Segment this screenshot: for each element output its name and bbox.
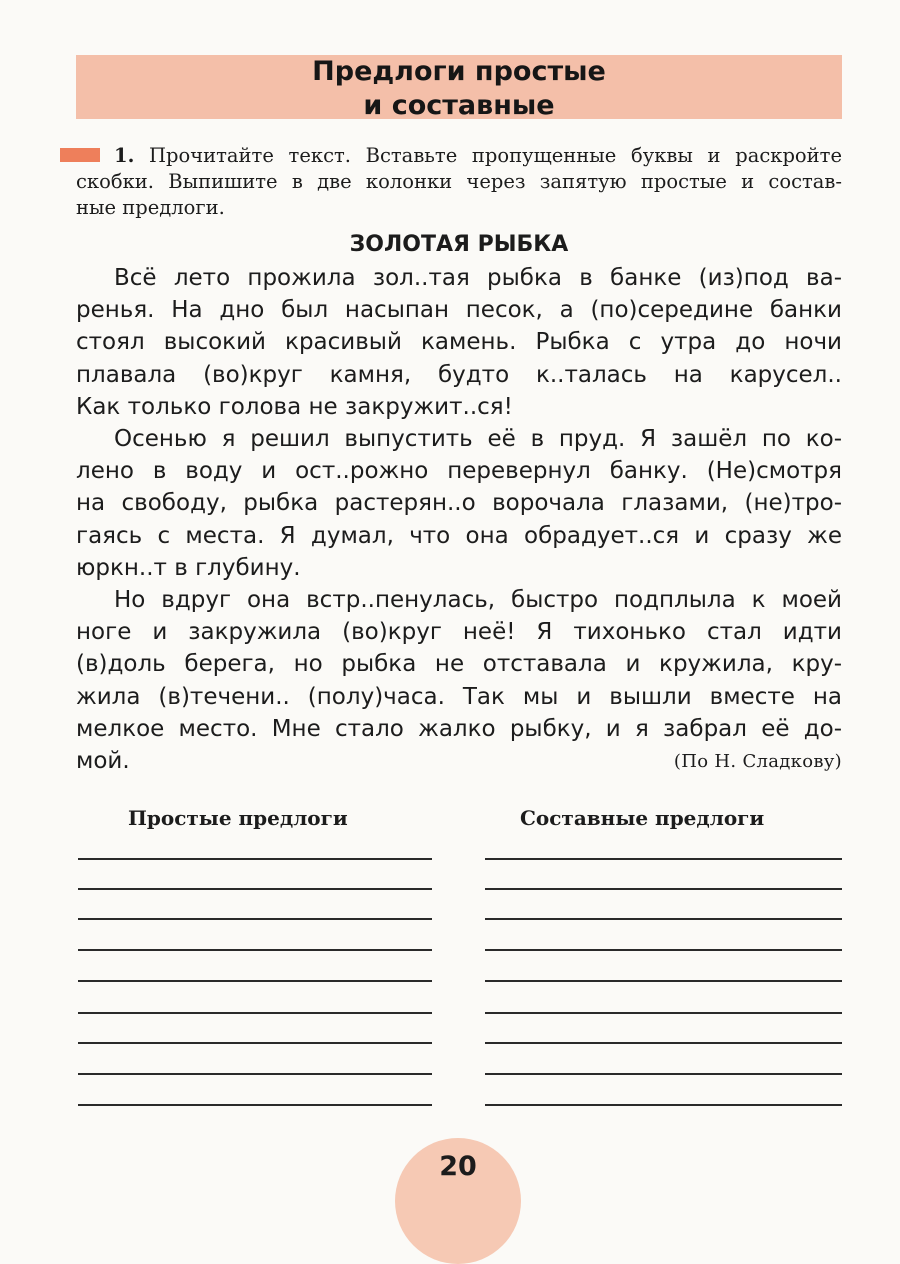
story-line: жила (в)течени.. (полу)часа. Так мы и вышли вместе на (76, 683, 842, 710)
compound-prepositions-header: Составные предлоги (520, 806, 765, 830)
story-title: ЗОЛОТАЯ РЫБКА (349, 232, 569, 257)
answer-line-simple[interactable] (78, 858, 432, 860)
story-line: на свободу, рыбка растерян..о ворочала глазами, (не)тро- (76, 490, 842, 517)
page-number: 20 (439, 1151, 477, 1182)
answer-line-compound[interactable] (485, 949, 842, 951)
answer-line-compound[interactable] (485, 858, 842, 860)
title-line-2: и составные (363, 90, 555, 121)
answer-line-compound[interactable] (485, 1104, 842, 1106)
title-line-1: Предлоги простые (312, 56, 606, 87)
story-line: лено в воду и ост..рожно перевернул банку. (Не)смотря (76, 458, 842, 485)
story-line: плавала (во)круг камня, будто к..талась на карусел.. (76, 361, 842, 388)
task-line-1: 1. Прочитайте текст. Вставьте пропущенные буквы и раскройте (114, 144, 842, 167)
story-line: Всё лето прожила зол..тая рыбка в банке (из)под ва- (114, 265, 842, 291)
story-text (76, 262, 842, 777)
page-title (76, 55, 842, 123)
answer-line-simple[interactable] (78, 1012, 432, 1014)
story-source: (По Н. Сладкову) (673, 751, 842, 772)
answer-line-compound[interactable] (485, 918, 842, 920)
answer-line-simple[interactable] (78, 1073, 432, 1075)
answer-line-simple[interactable] (78, 1042, 432, 1044)
answer-line-simple[interactable] (78, 980, 432, 982)
story-line: мой. (76, 748, 130, 775)
task-line-3: ные предлоги. (76, 196, 225, 219)
story-line: Как только голова не закружит..ся! (76, 393, 513, 420)
answer-line-compound[interactable] (485, 1012, 842, 1014)
story-line: (в)доль берега, но рыбка не отставала и кружила, кру- (76, 651, 842, 678)
story-line: ренья. На дно был насыпан песок, а (по)середине банки (76, 297, 842, 324)
task-line-2: скобки. Выпишите в две колонки через запятую простые и состав- (76, 170, 842, 193)
answer-line-compound[interactable] (485, 1042, 842, 1044)
story-line: ноге и закружила (во)круг неё! Я тихонько стал идти (76, 619, 842, 646)
answer-line-compound[interactable] (485, 1073, 842, 1075)
story-line: стоял высокий красивый камень. Рыбка с утра до ночи (76, 329, 842, 356)
story-line: мелкое место. Мне стало жалко рыбку, и я забрал её до- (76, 715, 842, 742)
simple-prepositions-header: Простые предлоги (128, 806, 348, 830)
story-line: Осенью я решил выпустить её в пруд. Я зашёл по ко- (114, 426, 842, 453)
answer-line-compound[interactable] (485, 888, 842, 890)
answer-line-compound[interactable] (485, 980, 842, 982)
task-number: 1. (114, 144, 135, 167)
story-line: гаясь с места. Я думал, что она обрадует..ся и сразу же (76, 522, 842, 549)
answer-line-simple[interactable] (78, 949, 432, 951)
answer-line-simple[interactable] (78, 918, 432, 920)
story-line: юркн..т в глубину. (76, 554, 301, 581)
answer-line-simple[interactable] (78, 1104, 432, 1106)
answer-line-simple[interactable] (78, 888, 432, 890)
task-instructions (76, 143, 842, 221)
story-line: Но вдруг она встр..пенулась, быстро подплыла к моей (114, 587, 842, 614)
